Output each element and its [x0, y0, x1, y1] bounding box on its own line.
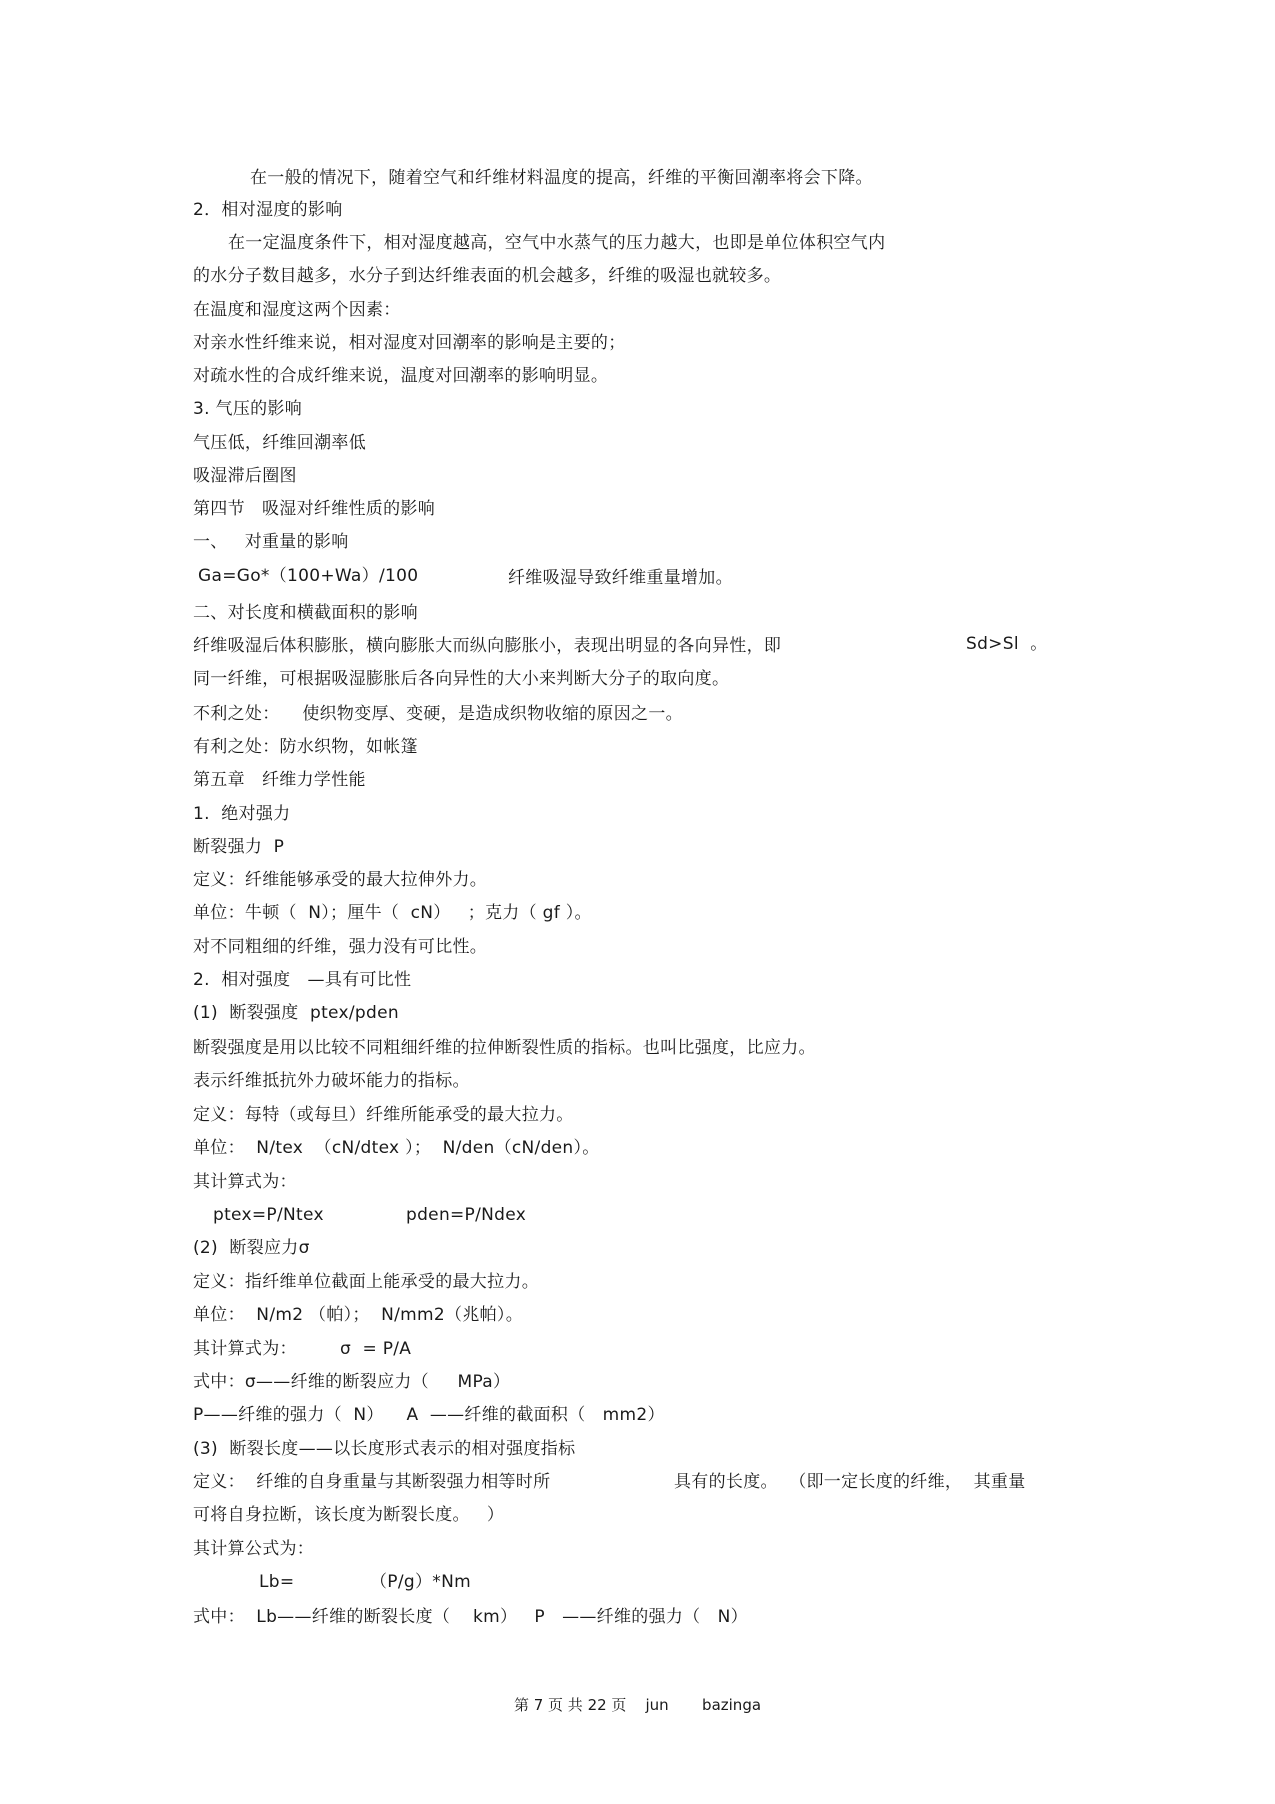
text-line: 其计算式为： [193, 1172, 297, 1192]
text-line: 对不同粗细的纤维，强力没有可比性。 [193, 937, 488, 957]
text-line: 有利之处：防水织物，如帐篷 [193, 737, 418, 757]
text-line: 断裂强力 P [193, 837, 285, 857]
formula: pden=P/Ndex [406, 1205, 527, 1225]
text-line: 单位： N/m2 （帕）； N/mm2（兆帕）。 [193, 1305, 524, 1325]
text-line: 表示纤维抵抗外力破坏能力的指标。 [193, 1071, 470, 1091]
text-line: 对亲水性纤维来说，相对湿度对回潮率的影响是主要的； [193, 333, 626, 353]
section-heading: (3) 断裂长度——以长度形式表示的相对强度指标 [193, 1439, 576, 1459]
text-line: 同一纤维，可根据吸湿膨胀后各向异性的大小来判断大分子的取向度。 [193, 669, 730, 689]
text-line: 式中： Lb——纤维的断裂长度（ km） P ——纤维的强力（ N） [193, 1607, 748, 1627]
section-heading: (2) 断裂应力σ [193, 1238, 310, 1258]
text-line: P——纤维的强力（ N） A ——纤维的截面积（ mm2） [193, 1405, 665, 1425]
formula: （P/g）*Nm [370, 1572, 471, 1592]
section-heading: 1. 绝对强力 [193, 804, 291, 824]
section-heading: 2. 相对强度 —具有可比性 [193, 970, 412, 990]
text-line: 断裂强度是用以比较不同粗细纤维的拉伸断裂性质的指标。也叫比强度，比应力。 [193, 1038, 816, 1058]
text-line: 气压低，纤维回潮率低 [193, 433, 366, 453]
section-heading: 一、 对重量的影响 [193, 532, 349, 552]
section-heading: 第四节 吸湿对纤维性质的影响 [193, 499, 436, 519]
text-line: 定义：指纤维单位截面上能承受的最大拉力。 [193, 1272, 539, 1292]
section-heading: 3. 气压的影响 [193, 399, 303, 419]
text-line: 单位： N/tex （cN/dtex ）； N/den（cN/den）。 [193, 1138, 600, 1158]
chapter-heading: 第五章 纤维力学性能 [193, 770, 366, 790]
formula: ptex=P/Ntex [213, 1205, 324, 1225]
text-line: 可将自身拉断，该长度为断裂长度。 ） [193, 1505, 505, 1525]
page-footer: 第 7 页 共 22 页 jun bazinga [513, 1696, 762, 1714]
text-line: 纤维吸湿后体积膨胀，横向膨胀大而纵向膨胀小，表现出明显的各向异性，即 [193, 636, 782, 656]
text-line: 纤维吸湿导致纤维重量增加。 [508, 568, 733, 588]
text-line: 在一定温度条件下，相对湿度越高，空气中水蒸气的压力越大，也即是单位体积空气内 [228, 233, 886, 253]
section-heading: (1) 断裂强度 ptex/pden [193, 1003, 399, 1023]
text-line: 其计算公式为： [193, 1539, 315, 1559]
text-line: 定义：纤维能够承受的最大拉伸外力。 [193, 870, 488, 890]
text-line: 其计算式为： [193, 1339, 297, 1359]
formula: Ga=Go*（100+Wa）/100 [198, 566, 419, 586]
text-line: 定义：每特（或每旦）纤维所能承受的最大拉力。 [193, 1105, 574, 1125]
section-heading: 二、对长度和横截面积的影响 [193, 603, 418, 623]
formula: Sd>Sl 。 [966, 634, 1048, 654]
section-heading: 2．相对湿度的影响 [193, 200, 343, 220]
text-line: 定义： 纤维的自身重量与其断裂强力相等时所 [193, 1472, 551, 1492]
text-line: 在温度和湿度这两个因素： [193, 300, 401, 320]
text-line: 在一般的情况下，随着空气和纤维材料温度的提高，纤维的平衡回潮率将会下降。 [250, 168, 873, 188]
text-line: 吸湿滞后圈图 [193, 466, 297, 486]
formula: Lb= [259, 1572, 295, 1592]
text-line: 不利之处： 使织物变厚、变硬，是造成织物收缩的原因之一。 [193, 704, 683, 724]
text-line: 单位：牛顿（ N）；厘牛（ cN） ；克力（ gf ）。 [193, 903, 592, 923]
formula: σ = P/A [340, 1339, 412, 1359]
text-line: 具有的长度。 （即一定长度的纤维， 其重量 [674, 1472, 1026, 1492]
text-line: 对疏水性的合成纤维来说，温度对回潮率的影响明显。 [193, 366, 609, 386]
text-line: 式中：σ——纤维的断裂应力（ MPa） [193, 1372, 511, 1392]
text-line: 的水分子数目越多，水分子到达纤维表面的机会越多，纤维的吸湿也就较多。 [193, 266, 782, 286]
